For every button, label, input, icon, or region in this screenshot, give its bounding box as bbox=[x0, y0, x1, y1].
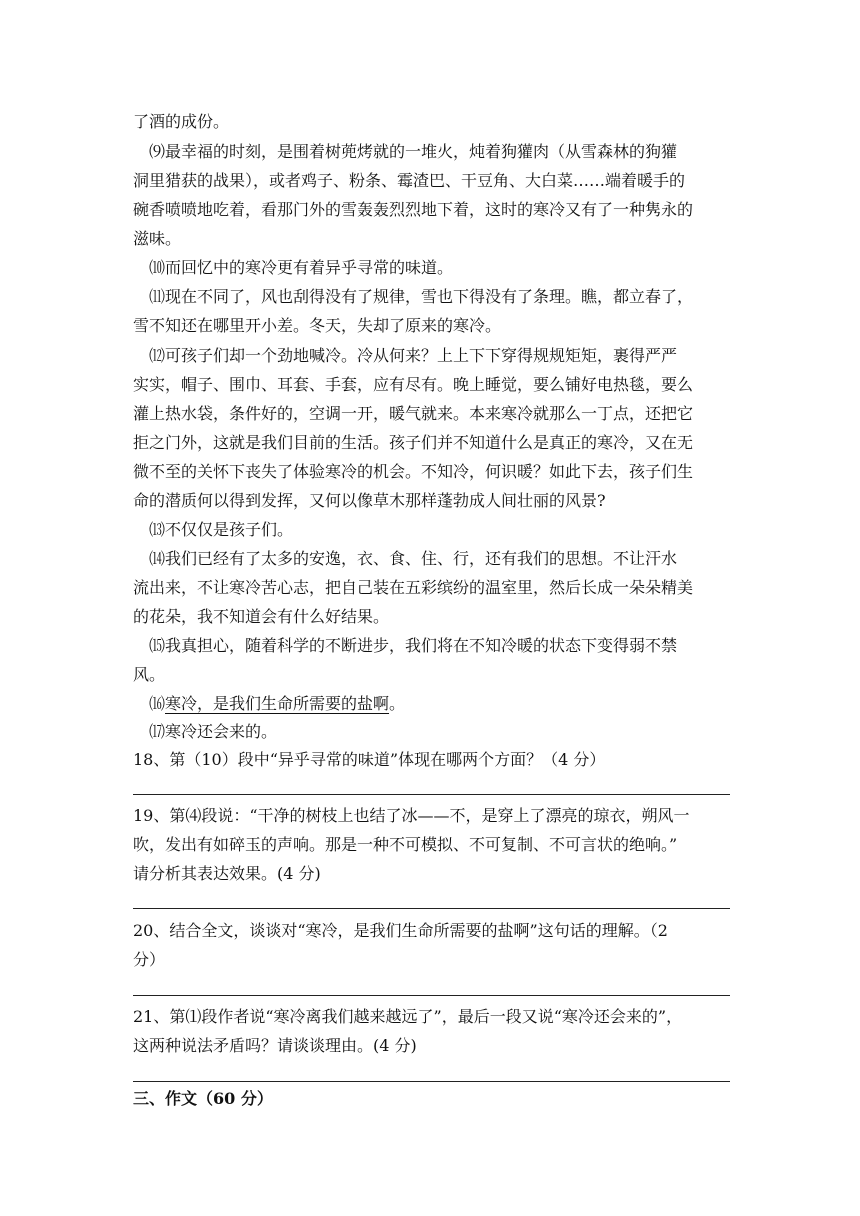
question-19-line: 19、第⑷段说：“干净的树枝上也结了冰——不，是穿上了漂亮的琼衣，朔风一 bbox=[133, 806, 690, 825]
answer-line-18 bbox=[133, 794, 730, 795]
paragraph-16 bbox=[149, 694, 405, 714]
paragraph-14-line: 的花朵，我不知道会有什么好结果。 bbox=[133, 607, 390, 626]
question-21-line: 这两种说法矛盾吗？请谈谈理由。(4 分) bbox=[133, 1036, 417, 1055]
question-19-line: 吹，发出有如碎玉的声响。那是一种不可模拟、不可复制、不可言状的绝响。” bbox=[133, 835, 678, 854]
paragraph-16-underlined-sentence: 寒冷，是我们生命所需要的盐啊 bbox=[165, 694, 390, 713]
paragraph-16-end: 。 bbox=[389, 694, 406, 713]
question-21-line: 21、第⑴段作者说“寒冷离我们越来越远了”，最后一段又说“寒冷还会来的”， bbox=[133, 1007, 683, 1026]
paragraph-12-line: 灌上热水袋，条件好的，空调一开，暖气就来。本来寒冷就那么一丁点，还把它 bbox=[133, 404, 694, 423]
paragraph-9-line: 滋味。 bbox=[133, 229, 182, 248]
paragraph-9-line: ⑼最幸福的时刻，是围着树蔸烤就的一堆火，炖着狗獾肉（从雪森林的狗獾 bbox=[149, 142, 678, 161]
question-20-line: 分） bbox=[133, 950, 166, 969]
paragraph-9-line: 碗香喷喷地吃着，看那门外的雪轰轰烈烈地下着，这时的寒冷又有了一种隽永的 bbox=[133, 200, 694, 219]
question-18: 18、第（10）段中“异乎寻常的味道”体现在哪两个方面？（4 分） bbox=[133, 750, 606, 769]
answer-line-21 bbox=[133, 1081, 730, 1082]
question-19-line: 请分析其表达效果。(4 分) bbox=[133, 864, 321, 883]
paragraph-8-tail: 了酒的成份。 bbox=[133, 112, 230, 131]
section-3-title: 三、作文（60 分） bbox=[133, 1089, 273, 1108]
paragraph-12-line: 拒之门外，这就是我们目前的生活。孩子们并不知道什么是真正的寒冷，又在无 bbox=[133, 433, 694, 452]
paragraph-12-line: 命的潜质何以得到发挥，又何以像草木那样蓬勃成人间壮丽的风景? bbox=[133, 491, 606, 510]
paragraph-15-line: 风。 bbox=[133, 665, 166, 684]
paragraph-11-line: ⑾现在不同了，风也刮得没有了规律，雪也下得没有了条理。瞧，都立春了， bbox=[149, 287, 694, 306]
paragraph-12-line: 微不至的关怀下丧失了体验寒冷的机会。不知冷，何识暖？如此下去，孩子们生 bbox=[133, 462, 694, 481]
paragraph-12-line: ⑿可孩子们却一个劲地喊冷。冷从何来？上上下下穿得规规矩矩，裹得严严 bbox=[149, 346, 678, 365]
paragraph-15-line: ⒂我真担心，随着科学的不断进步，我们将在不知冷暖的状态下变得弱不禁 bbox=[149, 636, 678, 655]
paragraph-10: ⑽而回忆中的寒冷更有着异乎寻常的味道。 bbox=[149, 258, 454, 277]
paragraph-14-line: 流出来，不让寒冷苦心志，把自己装在五彩缤纷的温室里，然后长成一朵朵精美 bbox=[133, 578, 694, 597]
paragraph-16-number: ⒃ bbox=[149, 694, 166, 713]
answer-line-20 bbox=[133, 995, 730, 996]
paragraph-12-line: 实实，帽子、围巾、耳套、手套，应有尽有。晚上睡觉，要么铺好电热毯，要么 bbox=[133, 375, 694, 394]
answer-line-19 bbox=[133, 908, 730, 909]
paragraph-11-line: 雪不知还在哪里开小差。冬天，失却了原来的寒冷。 bbox=[133, 316, 502, 335]
paragraph-13: ⒀不仅仅是孩子们。 bbox=[149, 520, 294, 539]
paragraph-9-line: 洞里猎获的战果），或者鸡子、粉条、霉渣巴、干豆角、大白菜……端着暖手的 bbox=[133, 171, 686, 190]
paragraph-14-line: ⒁我们已经有了太多的安逸，衣、食、住、行，还有我们的思想。不让汗水 bbox=[149, 549, 678, 568]
question-20-line: 20、结合全文，谈谈对“寒冷，是我们生命所需要的盐啊”这句话的理解。（2 bbox=[133, 921, 668, 940]
paragraph-17: ⒄寒冷还会来的。 bbox=[149, 722, 278, 741]
